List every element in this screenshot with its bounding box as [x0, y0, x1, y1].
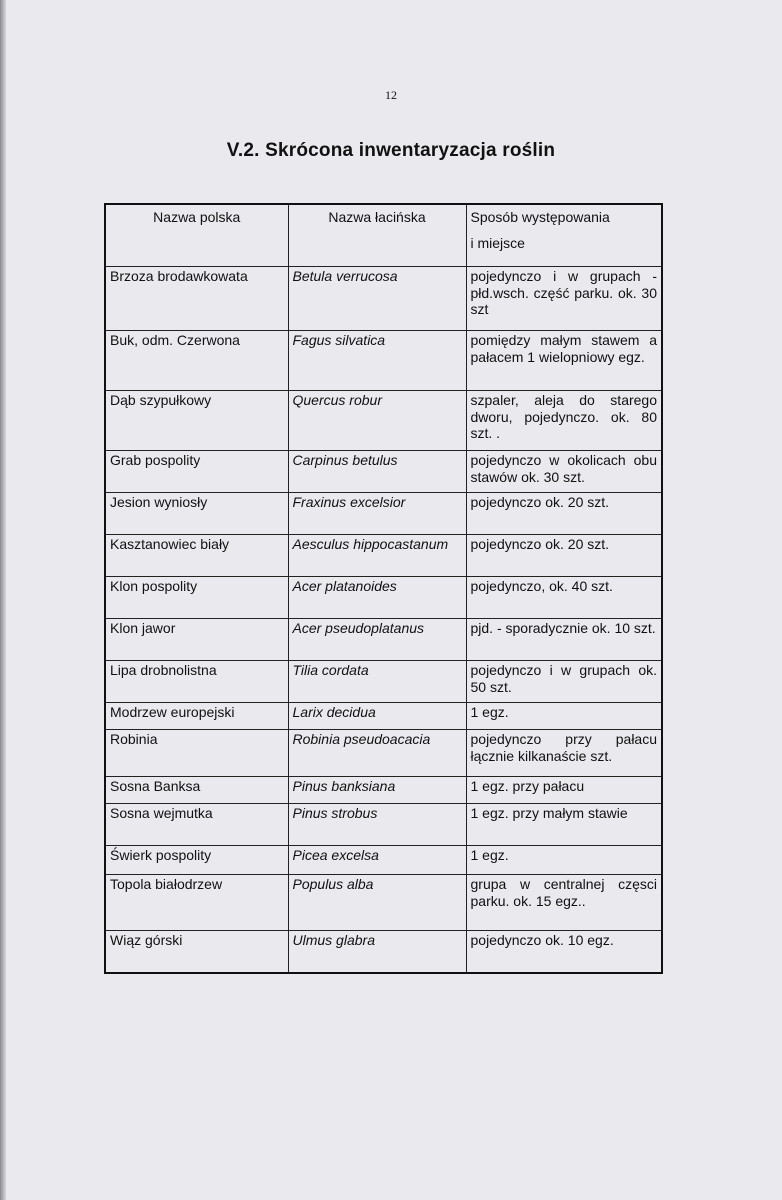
table-row [105, 875, 662, 931]
cell-occurrence: pojedynczo ok. 10 egz. [466, 931, 662, 973]
page-edge-shadow [0, 0, 6, 1200]
header-polish-name: Nazwa polska [105, 204, 288, 267]
cell-occurrence: pojedynczo i w grupach - płd.wsch. część parku. ok. 30 szt [466, 267, 662, 331]
table-body [105, 267, 662, 973]
cell-occurrence: pojedynczo ok. 20 szt. [466, 493, 662, 535]
page-title: V.2. Skrócona inwentaryzacja roślin [226, 140, 556, 161]
table-row [105, 391, 662, 451]
cell-latin-name: Picea excelsa [288, 846, 466, 875]
plant-inventory-table [104, 203, 663, 974]
table-row [105, 931, 662, 973]
cell-polish-name: Buk, odm. Czerwona [105, 331, 288, 391]
cell-occurrence: pjd. - sporadycznie ok. 10 szt. [466, 619, 662, 661]
cell-latin-name: Populus alba [288, 875, 466, 931]
cell-occurrence: pojedynczo przy pałacu łącznie kilkanaście szt. [466, 730, 662, 777]
cell-polish-name: Kasztanowiec biały [105, 535, 288, 577]
cell-latin-name: Fagus silvatica [288, 331, 466, 391]
cell-occurrence: pojedynczo i w grupach ok. 50 szt. [466, 661, 662, 703]
cell-polish-name: Modrzew europejski [105, 703, 288, 730]
table-header-row [105, 204, 662, 267]
header-occurrence [466, 204, 662, 267]
cell-latin-name: Fraxinus excelsior [288, 493, 466, 535]
cell-latin-name: Acer platanoides [288, 577, 466, 619]
cell-polish-name: Robinia [105, 730, 288, 777]
table-row [105, 703, 662, 730]
cell-occurrence: szpaler, aleja do starego dworu, pojedynczo. ok. 80 szt. . [466, 391, 662, 451]
cell-polish-name: Klon jawor [105, 619, 288, 661]
table-row [105, 777, 662, 804]
page-number: 12 [385, 88, 397, 102]
cell-occurrence: pomiędzy małym stawem a pałacem 1 wielopniowy egz. [466, 331, 662, 391]
table-row [105, 535, 662, 577]
table-row [105, 846, 662, 875]
cell-polish-name: Wiąz górski [105, 931, 288, 973]
table-row [105, 451, 662, 493]
cell-latin-name: Robinia pseudoacacia [288, 730, 466, 777]
table-row [105, 730, 662, 777]
cell-latin-name: Ulmus glabra [288, 931, 466, 973]
cell-occurrence: pojedynczo, ok. 40 szt. [466, 577, 662, 619]
cell-occurrence: 1 egz. [466, 703, 662, 730]
cell-occurrence: 1 egz. przy pałacu [466, 777, 662, 804]
cell-occurrence: grupa w centralnej częsci parku. ok. 15 egz.. [466, 875, 662, 931]
cell-polish-name: Topola białodrzew [105, 875, 288, 931]
cell-latin-name: Pinus strobus [288, 804, 466, 846]
cell-polish-name: Brzoza brodawkowata [105, 267, 288, 331]
table-row [105, 577, 662, 619]
cell-polish-name: Sosna Banksa [105, 777, 288, 804]
cell-latin-name: Aesculus hippocastanum [288, 535, 466, 577]
cell-occurrence: pojedynczo ok. 20 szt. [466, 535, 662, 577]
cell-polish-name: Sosna wejmutka [105, 804, 288, 846]
cell-occurrence: 1 egz. przy małym stawie [466, 804, 662, 846]
cell-occurrence: 1 egz. [466, 846, 662, 875]
cell-polish-name: Klon pospolity [105, 577, 288, 619]
table-row [105, 331, 662, 391]
cell-latin-name: Larix decidua [288, 703, 466, 730]
cell-latin-name: Tilia cordata [288, 661, 466, 703]
cell-polish-name: Lipa drobnolistna [105, 661, 288, 703]
cell-latin-name: Carpinus betulus [288, 451, 466, 493]
cell-latin-name: Quercus robur [288, 391, 466, 451]
header-latin-name: Nazwa łacińska [288, 204, 466, 267]
table-row [105, 267, 662, 331]
table-row [105, 661, 662, 703]
cell-latin-name: Betula verrucosa [288, 267, 466, 331]
header-occurrence-line2: i miejsce [470, 234, 525, 251]
cell-polish-name: Jesion wyniosły [105, 493, 288, 535]
cell-occurrence: pojedynczo w okolicach obu stawów ok. 30 szt. [466, 451, 662, 493]
table-row [105, 493, 662, 535]
table-row [105, 804, 662, 846]
cell-polish-name: Świerk pospolity [105, 846, 288, 875]
header-occurrence-line1: Sposób występowania [470, 209, 610, 225]
cell-latin-name: Pinus banksiana [288, 777, 466, 804]
cell-polish-name: Dąb szypułkowy [105, 391, 288, 451]
table-row [105, 619, 662, 661]
cell-polish-name: Grab pospolity [105, 451, 288, 493]
cell-latin-name: Acer pseudoplatanus [288, 619, 466, 661]
